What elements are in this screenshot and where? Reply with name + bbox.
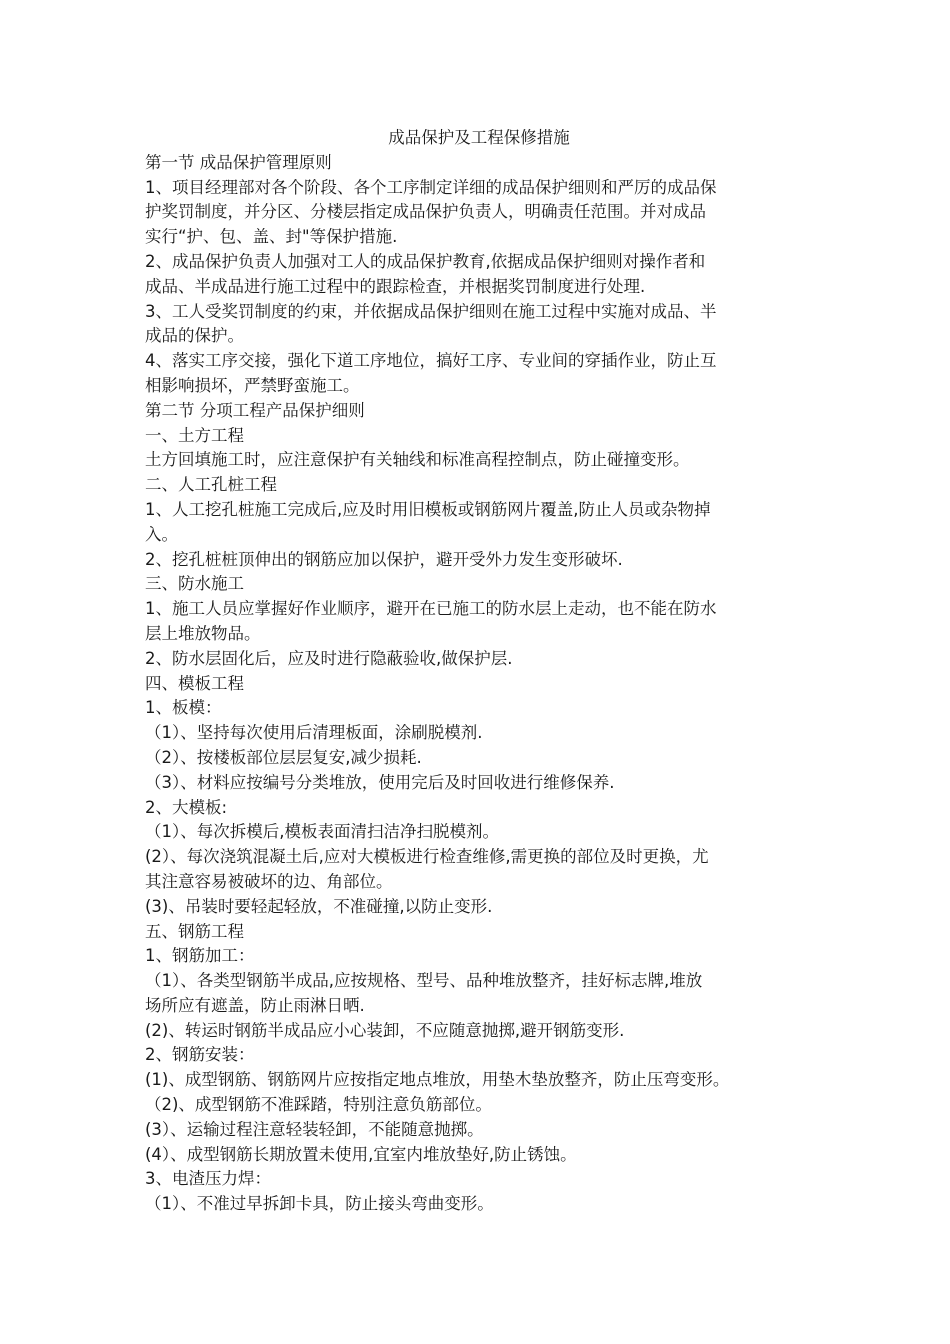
- text-line: (3）、运输过程注意轻装轻卸，不能随意抛掷。: [145, 1119, 484, 1139]
- text-line: (3)、吊装时要轻起轻放，不准碰撞,以防止变形.: [145, 896, 493, 916]
- text-line: 第一节 成品保护管理原则: [145, 152, 332, 172]
- text-line: 3、电渣压力焊：: [145, 1169, 271, 1189]
- text-line: （2）、按楼板部位层层复安,减少损耗.: [145, 747, 422, 767]
- text-line: 4、落实工序交接，强化下道工序地位，搞好工序、专业间的穿插作业，防止互: [145, 351, 717, 371]
- text-line: 场所应有遮盖，防止雨淋日晒.: [145, 995, 365, 1015]
- text-line: 土方回填施工时，应注意保护有关轴线和标准高程控制点，防止碰撞变形。: [145, 450, 690, 470]
- text-line: 三、防水施工: [145, 574, 244, 594]
- text-line: 五、钢筋工程: [145, 921, 244, 941]
- text-line: 1、人工挖孔桩施工完成后,应及时用旧模板或钢筋网片覆盖,防止人员或杂物掉: [145, 499, 711, 519]
- text-line: （3）、材料应按编号分类堆放，使用完后及时回收进行维修保养.: [145, 772, 615, 792]
- text-line: 一、土方工程: [145, 425, 244, 445]
- text-line: 1、施工人员应掌握好作业顺序，避开在已施工的防水层上走动，也不能在防水: [145, 599, 717, 619]
- text-line: 2、防水层固化后，应及时进行隐蔽验收,做保护层.: [145, 648, 513, 668]
- text-line: 第二节 分项工程产品保护细则: [145, 400, 365, 420]
- text-line: 入。: [145, 524, 178, 544]
- text-line: （1）、不准过早拆卸卡具，防止接头弯曲变形。: [145, 1194, 494, 1214]
- text-line: 1、板模：: [145, 698, 222, 718]
- text-line: 2、挖孔桩桩顶伸出的钢筋应加以保护，避开受外力发生变形破坏.: [145, 549, 623, 569]
- text-line: (1)、成型钢筋、钢筋网片应按指定地点堆放，用垫木垫放整齐，防止压弯变形。: [145, 1070, 730, 1090]
- text-line: 护奖罚制度，并分区、分楼层指定成品保护负责人，明确责任范围。并对成品: [145, 202, 706, 222]
- text-line: 3、工人受奖罚制度的约束，并依据成品保护细则在施工过程中实施对成品、半: [145, 301, 717, 321]
- text-line: 二、人工孔桩工程: [145, 475, 277, 495]
- text-line: 四、模板工程: [145, 673, 244, 693]
- text-line: 2、钢筋安装：: [145, 1045, 255, 1065]
- text-line: （1）、坚持每次使用后清理板面，涂刷脱模剂.: [145, 723, 483, 743]
- text-line: (2)、转运时钢筋半成品应小心装卸，不应随意抛掷,避开钢筋变形.: [145, 1020, 625, 1040]
- text-line: 2、大模板:: [145, 797, 228, 817]
- text-line: 成品的保护。: [145, 326, 244, 346]
- text-line: 成品、半成品进行施工过程中的跟踪检查，并根据奖罚制度进行处理.: [145, 276, 646, 296]
- text-line: (4）、成型钢筋长期放置未使用,宜室内堆放垫好,防止锈蚀。: [145, 1144, 577, 1164]
- text-line: （2)、成型钢筋不准踩踏，特别注意负筋部位。: [145, 1095, 492, 1115]
- text-line: 1、钢筋加工：: [145, 946, 255, 966]
- text-line: (2）、每次浇筑混凝土后,应对大模板进行检查维修,需更换的部位及时更换，尤: [145, 847, 709, 867]
- text-line: （1）、每次拆模后,模板表面清扫洁净扫脱模剂。: [145, 822, 499, 842]
- text-line: 层上堆放物品。: [145, 623, 261, 643]
- text-line: 相影响损坏，严禁野蛮施工。: [145, 375, 360, 395]
- text-line: 2、成品保护负责人加强对工人的成品保护教育,依据成品保护细则对操作者和: [145, 251, 706, 271]
- document-title: 成品保护及工程保修措施: [388, 128, 570, 147]
- text-line: 1、项目经理部对各个阶段、各个工序制定详细的成品保护细则和严厉的成品保: [145, 177, 717, 197]
- document-body: [145, 126, 813, 1217]
- text-line: （1）、各类型钢筋半成品,应按规格、型号、品种堆放整齐，挂好标志牌,堆放: [145, 971, 703, 991]
- text-line: 其注意容易被破坏的边、角部位。: [145, 871, 393, 891]
- text-line: 实行“护、包、盖、封"等保护措施.: [145, 227, 398, 247]
- document-text: [145, 151, 813, 1217]
